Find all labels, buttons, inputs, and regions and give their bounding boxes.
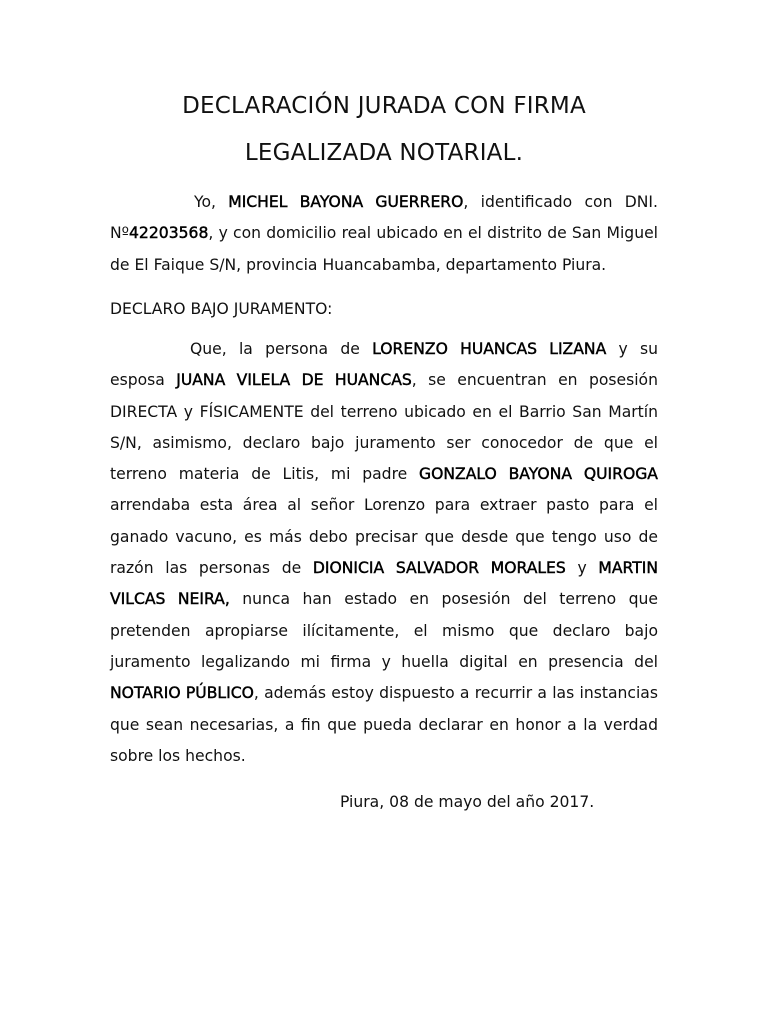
text-run: del terreno ubicado en el Barrio San Martín S/N, asimismo, declaro bajo juramento ser conocedor de que el terreno materia de Litis, mi padre [110, 402, 658, 484]
text-run: arrendaba esta área al señor Lorenzo para extraer pasto para el ganado vacuno, es más debo precisar que desde que tengo uso de razón las personas de [110, 496, 658, 578]
declaration-heading: DECLARO BAJO JURAMENTO: [110, 300, 333, 318]
text-run: , se encuentran en posesión [411, 371, 658, 390]
text-run: Que, la persona de [190, 340, 373, 358]
word-directa: DIRECTA [110, 402, 178, 421]
person-name-gonzalo: GONZALO BAYONA QUIROGA [419, 465, 658, 484]
place-and-date: Piura, 08 de mayo del año 2017. [340, 793, 595, 811]
person-name-martin: MARTIN VILCAS NEIRA, [110, 559, 658, 609]
declarant-name: MICHEL BAYONA GUERRERO [228, 193, 464, 211]
text-run: y [177, 402, 200, 421]
declaration-paragraph [110, 334, 658, 772]
person-name-dionicia: DIONICIA SALVADOR MORALES [312, 559, 566, 578]
declarant-paragraph [110, 187, 658, 281]
dni-number: 42203568 [129, 224, 209, 243]
text-run: nunca han estado en posesión del terreno que pretenden apropiarse ilícitamente, el mismo que declaro bajo juramento legalizando mi firma y huella digital en presencia del [110, 590, 658, 671]
document-title-line-1: DECLARACIÓN JURADA CON FIRMA [182, 93, 586, 119]
text-run: , identificado con DNI. Nº [110, 193, 658, 243]
word-fisicamente: FÍSICAMENTE [199, 402, 304, 421]
document-title-line-2: LEGALIZADA NOTARIAL. [244, 140, 524, 166]
text-run: Yo, [194, 193, 229, 211]
text-run: , y con domicilio real ubicado en el distrito de San Miguel de El Faique S/N, provincia Huancabamba, departamento Piura. [110, 224, 658, 274]
text-run: , además estoy dispuesto a recurrir a las instancias que sean necesarias, a fin que pueda declarar en honor a la verdad sobre los hechos. [110, 684, 658, 765]
person-name-juana: JUANA VILELA DE HUANCAS [176, 371, 412, 390]
person-name-lorenzo: LORENZO HUANCAS LIZANA [372, 340, 607, 358]
text-run: y su esposa [110, 340, 658, 390]
text-run: y [565, 559, 599, 578]
notary-label: NOTARIO PÚBLICO [110, 684, 254, 703]
